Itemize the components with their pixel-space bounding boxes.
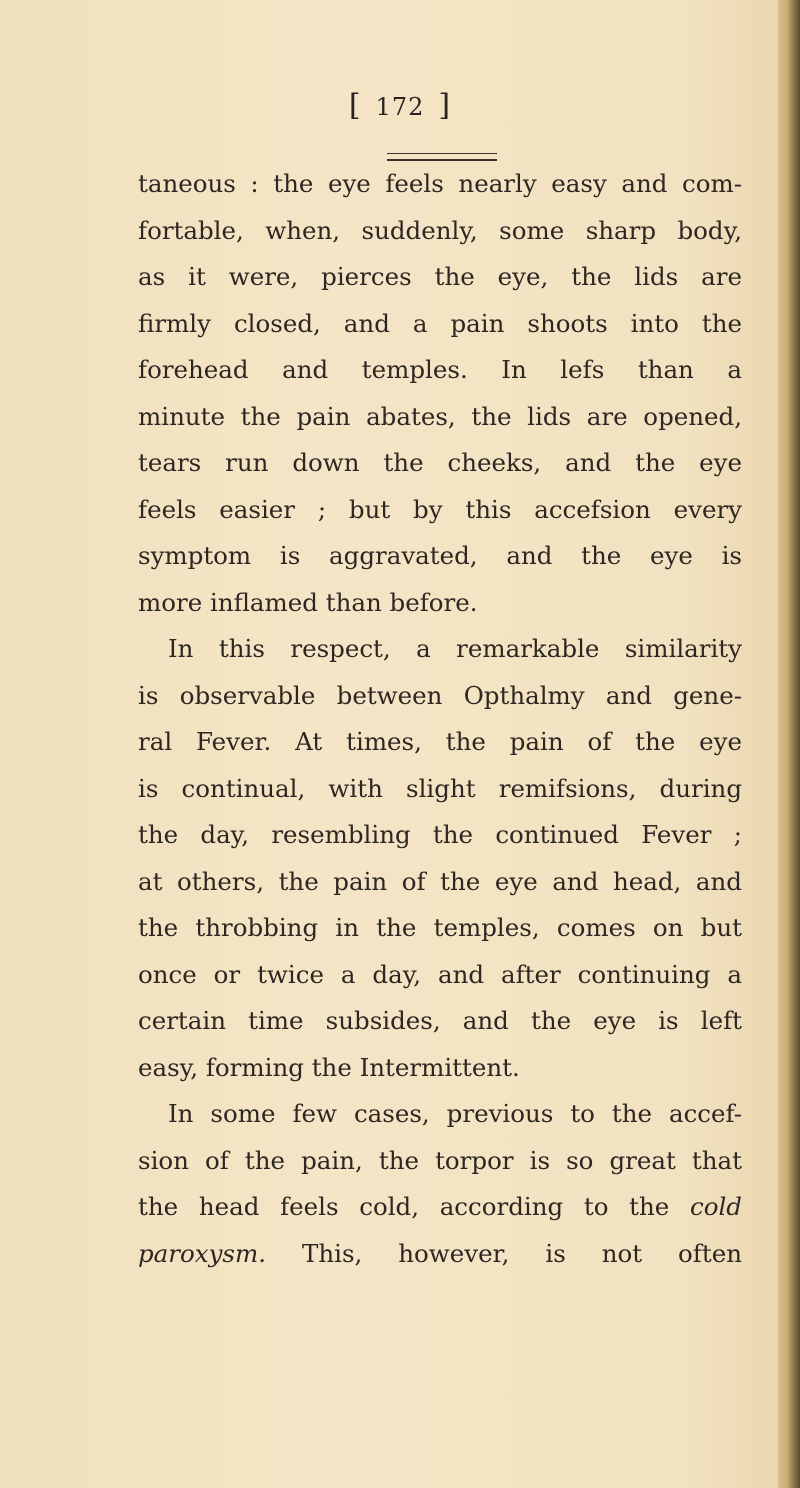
text-line: In this respect, a remarkable similarity [168, 634, 742, 663]
text-line: is continual, with slight remifsions, during [138, 773, 742, 803]
text-line: In some few cases, previous to the accef- [168, 1099, 742, 1128]
text-line: tears run down the cheeks, and the eye [138, 448, 742, 477]
text-line: the day, resembling the continued Fever ; [138, 820, 742, 849]
text-line: fortable, when, suddenly, some sharp body, [138, 215, 742, 245]
text-line-with-italic [138, 1184, 742, 1231]
text-line: easy, forming the Intermittent. [138, 1052, 520, 1082]
italic-cold: cold [690, 1192, 742, 1221]
text-line: sion of the pain, the torpor is so great that [138, 1145, 742, 1175]
text-line: ral Fever. At times, the pain of the eye [138, 727, 742, 756]
text-line: taneous : the eye feels nearly easy and com- [138, 169, 742, 198]
header-rule [387, 153, 497, 161]
text-line: forehead and temples. In lefs than a [138, 355, 742, 384]
text-line-rest: This, however, is not often [301, 1238, 742, 1268]
text-line: once or twice a day, and after continuing a [138, 959, 742, 989]
text-line: at others, the pain of the eye and head, and [138, 866, 742, 896]
page-number: 172 [375, 93, 425, 121]
body-text [138, 161, 742, 1277]
text-line: as it were, pierces the eye, the lids are [138, 262, 742, 291]
text-line: minute the pain abates, the lids are opened, [138, 401, 742, 431]
text-line-with-italic [138, 1231, 742, 1278]
page-edge [778, 0, 800, 1488]
text-line: is observable between Opthalmy and gene- [138, 680, 742, 710]
text-line: certain time subsides, and the eye is left [138, 1006, 742, 1035]
text-line: feels easier ; but by this accefsion every [138, 494, 742, 524]
text-line: more inflamed than before. [138, 587, 478, 617]
text-line: firmly closed, and a pain shoots into the [138, 308, 742, 338]
page-header [0, 88, 800, 123]
text-line: symptom is aggravated, and the eye is [138, 541, 742, 570]
header-close-bracket: ] [438, 88, 452, 123]
text-line-start: the head feels cold, according to the [138, 1192, 670, 1221]
italic-paroxysm: paroxysm. [138, 1238, 267, 1268]
header-open-bracket: [ [348, 88, 362, 123]
text-line: the throbbing in the temples, comes on but [138, 913, 742, 942]
